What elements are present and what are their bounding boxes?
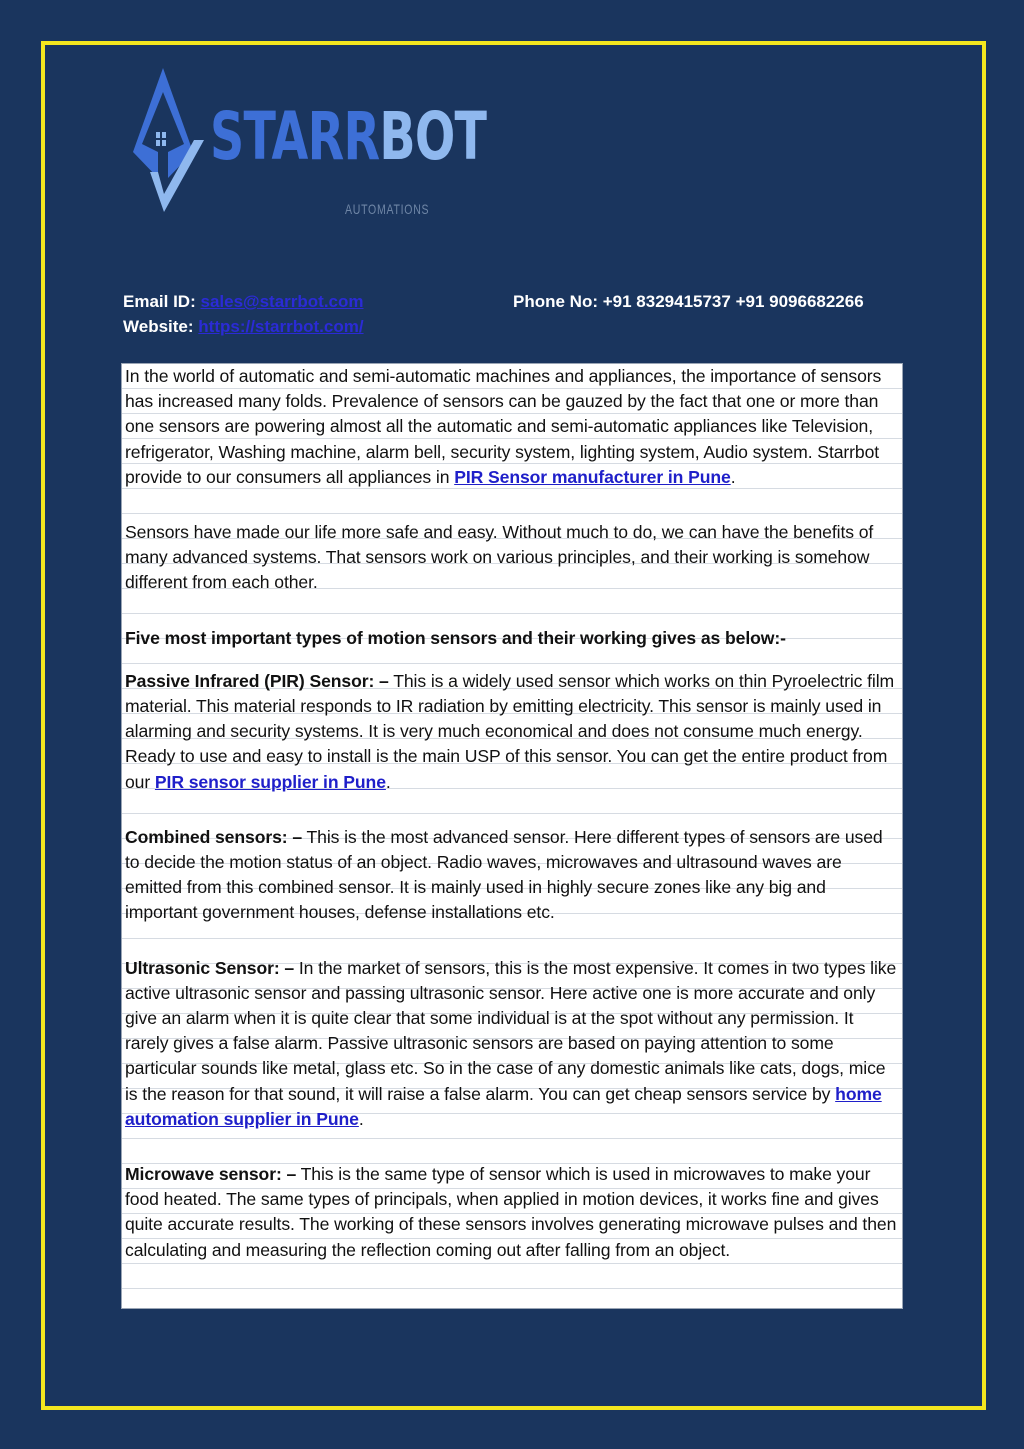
combined-title: Combined sensors: – <box>125 826 303 847</box>
combined-text: This is the most advanced sensor. Here different types of sensors are used to decide the motion status of an object. Radio waves, microwaves and ultrasound waves are emitted from this combined sensor. It is mainly used in highly secure zones like any big and important government houses, defense installations etc. <box>125 826 883 923</box>
website-link[interactable]: https://starrbot.com/ <box>198 317 364 336</box>
spacer <box>122 795 902 825</box>
ultrasonic-text: In the market of sensors, this is the most expensive. It comes in two types like active ultrasonic sensor and passing ultrasonic sensor. Here active one is more accurate and only give an alarm when it is quite clear that some individual is at the spot without any permission. It rarely gives a false alarm. Passive ultrasonic sensors are based on paying attention to some particular sounds like metal, glass etc. So in the case of any domestic animals like cats, dogs, mice is the reason for that sound, it will raise a false alarm. You can get cheap sensors service by <box>125 957 897 1104</box>
intro-paragraph <box>122 364 902 490</box>
website-line <box>123 317 364 337</box>
microwave-text: This is the same type of sensor which is used in microwaves to make your food heated. The same types of principals, when applied in motion devices, it works fine and gives quite accurate results. The working of these sensors involves generating microwave pulses and then calculating and measuring the reflection coming out after falling from an object. <box>125 1164 897 1260</box>
pir-paragraph <box>122 669 902 795</box>
pir-text: This is a widely used sensor which works on thin Pyroelectric film material. This material responds to IR radiation by emitting electricity. This sensor is mainly used in alarming and security systems. It is very much economical and does not consume much energy. Ready to use and easy to install is the main USP of this sensor. You can get the entire product from our <box>125 670 895 792</box>
home-automation-link[interactable]: home automation supplier in Pune <box>125 1083 882 1129</box>
website-label: Website: <box>123 317 194 336</box>
pir-manufacturer-link[interactable]: PIR Sensor manufacturer in Pune <box>454 466 731 487</box>
logo-tagline: AUTOMATIONS <box>345 201 430 217</box>
spacer <box>122 651 902 669</box>
combined-paragraph <box>122 825 902 926</box>
content-box <box>121 363 903 1309</box>
intro-text: In the world of automatic and semi-automatic machines and appliances, the importance of sensors has increased many folds. Prevalence of sensors can be gauzed by the fact that one or more than one sensors are powering almost all the automatic and semi-automatic appliances like Television, refrigerator, Washing machine, alarm bell, security system, lighting system, Audio system. Starrbot provide to our consumers all appliances in <box>125 366 882 487</box>
phone-value: +91 8329415737 +91 9096682266 <box>602 292 864 311</box>
microwave-title: Microwave sensor: – <box>125 1164 297 1185</box>
ultrasonic-end: . <box>358 1108 364 1129</box>
email-label: Email ID: <box>123 292 196 311</box>
spacer <box>122 1132 902 1162</box>
ultrasonic-paragraph <box>122 956 902 1132</box>
pir-supplier-link[interactable]: PIR sensor supplier in Pune <box>154 771 386 792</box>
logo-wordmark: STARRBOT <box>210 98 487 175</box>
pir-end: . <box>385 771 391 792</box>
pir-title: Passive Infrared (PIR) Sensor: – <box>125 670 389 691</box>
sensors-paragraph: Sensors have made our life more safe and easy. Without much to do, we can have the benefits of many advanced systems. That sensors work on various principles, and their working is somehow different from each other. <box>125 522 874 593</box>
types-heading <box>122 626 902 651</box>
types-heading-text: Five most important types of motion sensors and their working gives as below:- <box>125 627 786 648</box>
phone-label: Phone No: <box>513 292 598 311</box>
phone-line <box>513 292 864 312</box>
spacer <box>122 926 902 956</box>
email-line <box>123 292 364 312</box>
ultrasonic-title: Ultrasonic Sensor: – <box>125 957 295 978</box>
spacer <box>122 490 902 520</box>
microwave-paragraph <box>122 1162 902 1263</box>
spacer <box>122 596 902 626</box>
intro-end: . <box>730 466 736 487</box>
email-link[interactable]: sales@starrbot.com <box>200 292 364 311</box>
